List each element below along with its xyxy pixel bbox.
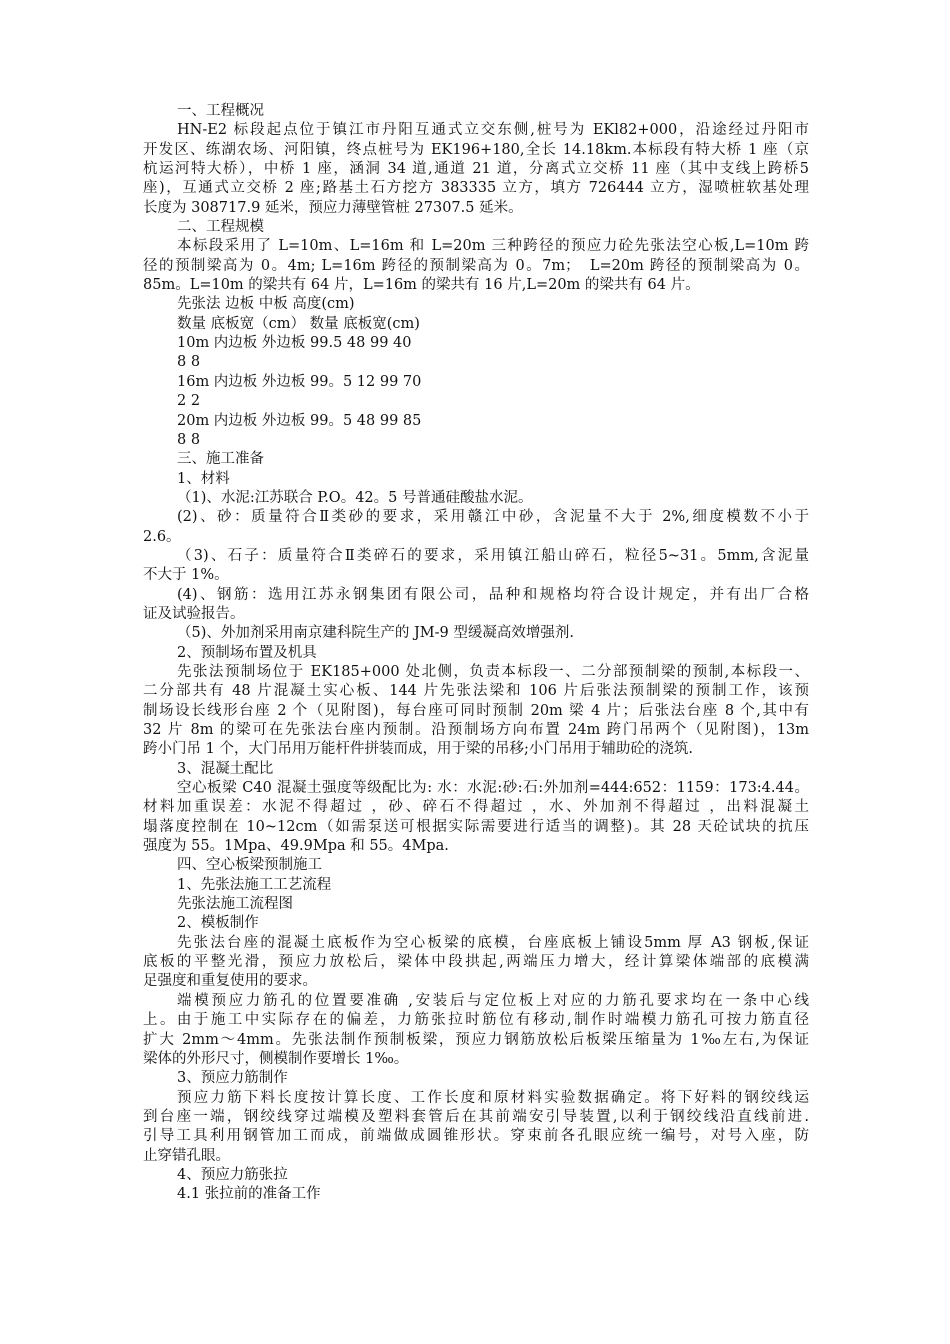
text-line: （3)、石子：质量符合Ⅱ类碎石的要求，采用镇江船山碎石，粒径5~31。5mm,含泥量 [177, 547, 809, 564]
text-line: 梁体的外形尺寸，侧模制作要增长 1‰。 [143, 1050, 409, 1067]
text-line: 85m。L=10m 的梁共有 64 片，L=16m 的梁共有 16 片,L=20m 的梁共有 64 片。 [143, 277, 700, 294]
text-line: 端模预应力筋孔的位置要准确 ,安装后与定位板上对应的力筋孔要求均在一条中心线 [177, 992, 809, 1009]
text-line: 上。由于施工中实际存在的偏差，力筋张拉时筋位有移动,制作时端模力筋孔可按力筋直径 [143, 1012, 809, 1029]
text-line: 本标段采用了 L=10m、L=16m 和 L=20m 三种跨径的预应力砼先张法空心板,L=10m 跨 [177, 238, 809, 255]
text-line: 16m 内边板 外边板 99。5 12 99 70 [177, 373, 422, 390]
text-line: 强度为 55。1Mpa、49.9Mpa 和 55。4Mpa. [143, 838, 449, 855]
text-line: 先张法预制场位于 EK185+000 处北侧，负责本标段一、二分部预制梁的预制,本标段一、 [177, 663, 809, 680]
text-line: 开发区、练湖农场、河阳镇，终点桩号为 EK196+180,全长 14.18km.本标段有特大桥 1 座（京 [143, 141, 809, 158]
text-line: （1)、水泥:江苏联合 P.O。42。5 号普通硅酸盐水泥。 [177, 489, 533, 506]
text-line: 一、工程概况 [177, 103, 264, 119]
text-line: 4、预应力筋张拉 [177, 1166, 288, 1183]
text-line: 8 8 [177, 431, 201, 448]
text-line: 长度为 308717.9 延米，预应力薄壁管桩 27307.5 延米。 [143, 199, 523, 216]
text-line: 三、施工准备 [177, 451, 264, 468]
text-line: 8 8 [177, 354, 201, 371]
text-line: 杭运河特大桥），中桥 1 座，涵洞 34 道,通道 21 道，分离式立交桥 11 座（其中支线上跨桥5 [143, 161, 809, 178]
text-line: （5)、外加剂采用南京建科院生产的 JM-9 型缓凝高效增强剂. [177, 625, 574, 642]
text-line: 1、材料 [177, 470, 230, 487]
text-line: 4.1 张拉前的准备工作 [177, 1186, 321, 1203]
text-line: 2、模板制作 [177, 915, 259, 932]
text-line: 先张法 边板 中板 高度(cm) [177, 296, 355, 313]
text-line: 2.6。 [143, 528, 181, 545]
text-line: 到台座一端，钢绞线穿过端模及塑料套管后在其前端安引导装置,以利于钢绞线沿直线前进. [143, 1108, 809, 1125]
text-line: (2)、砂：质量符合Ⅱ类砂的要求，采用赣江中砂，含泥量不大于 2%,细度模数不小于 [177, 509, 809, 526]
text-line: 3、预应力筋制作 [177, 1070, 288, 1087]
text-line: 径的预制梁高为 0。4m; L=16m 跨径的预制梁高为 0。7m； L=20m 跨径的预制梁高为 0。 [143, 257, 809, 274]
text-line: 空心板梁 C40 混凝土强度等级配比为: 水：水泥:砂:石:外加剂=444:652：1159：173:4.44。 [177, 780, 809, 797]
text-line: 足强度和重复使用的要求。 [143, 973, 317, 990]
text-line: 座)，互通式立交桥 2 座;路基土石方挖方 383335 立方，填方 726444 立方，湿喷桩软基处理 [143, 180, 809, 197]
text-line: 制场设长线形台座 2 个（见附图)，每台座可同时预制 20m 梁 4 片；后张法台座 8 个,其中有 [143, 702, 809, 719]
text-line: 2、预制场布置及机具 [177, 644, 317, 661]
text-line: 先张法台座的混凝土底板作为空心板梁的底模，台座底板上铺设5mm 厚 A3 钢板,保证 [177, 934, 809, 951]
text-line: 3、混凝土配比 [177, 760, 274, 777]
text-line: 四、空心板梁预制施工 [177, 857, 322, 874]
text-line: 跨小门吊 1 个，大门吊用万能杆件拼装而成，用于梁的吊移;小门吊用于辅助砼的浇筑. [143, 741, 693, 758]
document-body [143, 102, 809, 1205]
text-line: 材料加重误差：水泥不得超过 ，砂、碎石不得超过 ，水、外加剂不得超过 ，出料混凝土 [143, 799, 809, 816]
text-line: (4)、钢筋：选用江苏永钢集团有限公司，品种和规格均符合设计规定，并有出厂合格 [177, 586, 809, 603]
text-line: 二分部共有 48 片混凝土实心板、144 片先张法梁和 106 片后张法预制梁的预制工作，该预 [143, 683, 809, 700]
text-line: 2 2 [177, 393, 201, 410]
text-line: 20m 内边板 外边板 99。5 48 99 85 [177, 412, 422, 429]
text-line: 1、先张法施工工艺流程 [177, 876, 332, 893]
text-line: 扩大 2mm～4mm。先张法制作预制板梁，预应力钢筋放松后板梁压缩量为 1‰左右,为保证 [143, 1031, 809, 1048]
text-line: 数量 底板宽（cm） 数量 底板宽(cm) [177, 315, 420, 332]
text-line: 底板的平整光滑，预应力放松后，梁体中段拱起,两端压力增大，经计算梁体端部的底模满 [143, 954, 809, 971]
text-line: 不大于 1%。 [143, 567, 229, 584]
text-line: 32 片 8m 的梁可在先张法台座内预制。沿预制场方向布置 24m 跨门吊两个（见附图)，13m [143, 722, 809, 738]
text-line: 先张法施工流程图 [177, 896, 293, 913]
text-line: 引导工具利用钢管加工而成，前端做成圆锥形状。穿束前各孔眼应统一编号，对号入座，防 [143, 1128, 809, 1145]
text-line: HN-E2 标段起点位于镇江市丹阳互通式立交东侧,桩号为 EKl82+000，沿途经过丹阳市 [177, 122, 809, 139]
text-line: 证及试验报告。 [143, 605, 245, 622]
text-line: 10m 内边板 外边板 99.5 48 99 40 [177, 335, 412, 352]
text-line: 止穿错孔眼。 [143, 1147, 230, 1164]
text-line: 二、工程规模 [177, 219, 264, 236]
text-line: 预应力筋下料长度按计算长度、工作长度和原材料实验数据确定。将下好料的钢绞线运 [177, 1089, 809, 1106]
text-line: 塌落度控制在 10~12cm（如需泵送可根据实际需要进行适当的调整)。其 28 天砼试块的抗压 [143, 818, 809, 835]
